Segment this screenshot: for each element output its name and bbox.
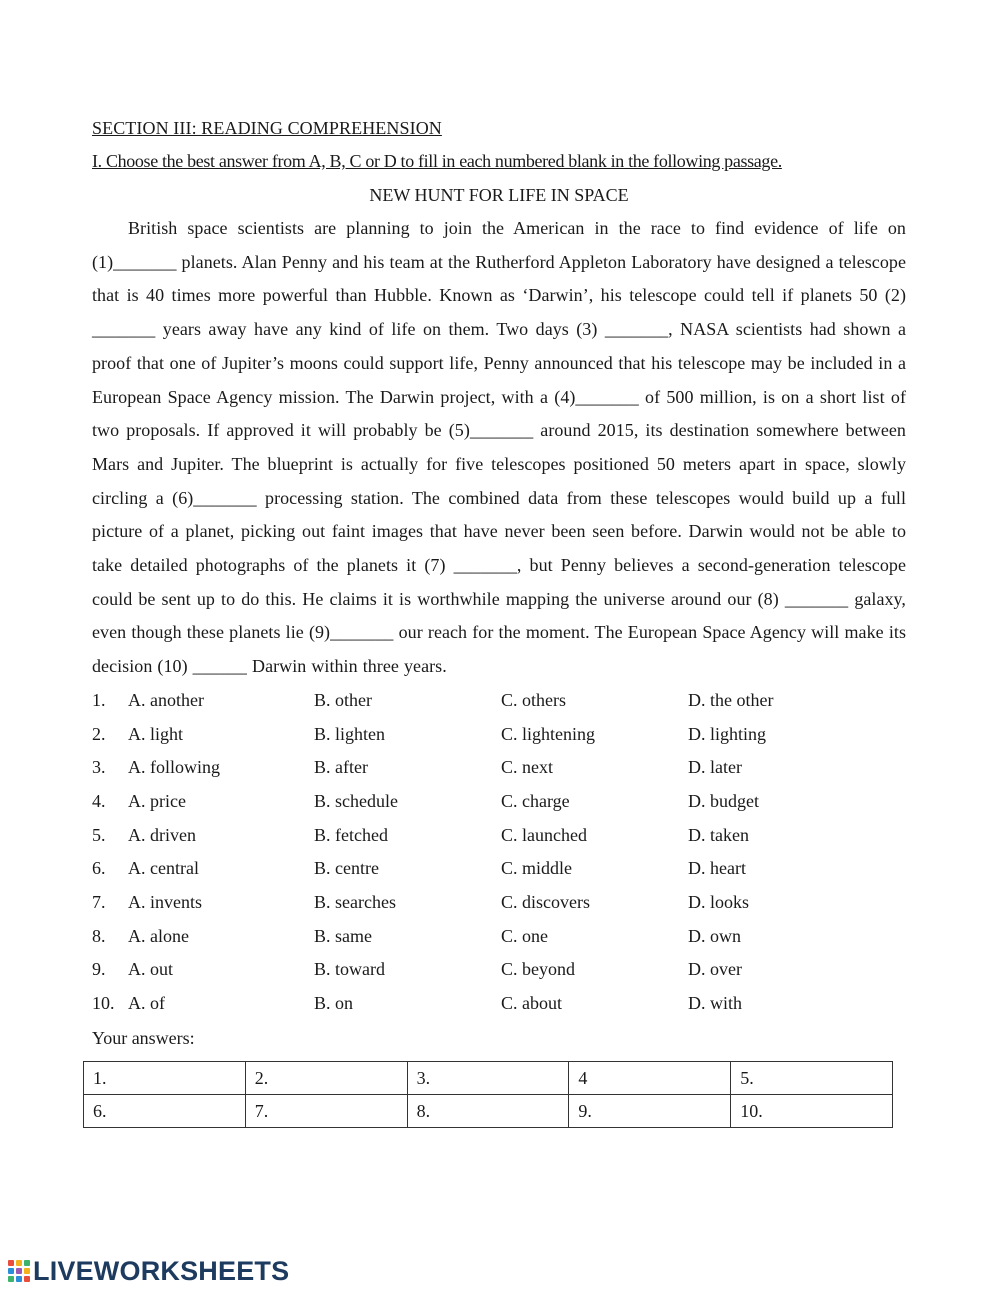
answer-cell[interactable]: 2. bbox=[245, 1062, 407, 1095]
option-a: A. following bbox=[128, 757, 220, 778]
section-title: SECTION III: READING COMPREHENSION bbox=[92, 118, 442, 138]
option-a: A. another bbox=[128, 689, 204, 710]
option-d: D. with bbox=[688, 993, 742, 1014]
logo-mark-icon bbox=[8, 1260, 30, 1282]
question-row bbox=[92, 852, 906, 886]
option-a: A. invents bbox=[128, 891, 202, 912]
question-number: 9. bbox=[92, 959, 106, 980]
question-row bbox=[92, 987, 906, 1021]
option-a: A. driven bbox=[128, 824, 196, 845]
question-options-list bbox=[92, 684, 906, 1021]
option-b: B. on bbox=[314, 993, 354, 1014]
question-row bbox=[92, 886, 906, 920]
answer-cell[interactable]: 9. bbox=[569, 1095, 731, 1128]
option-a: A. out bbox=[128, 959, 173, 980]
question-number: 10. bbox=[92, 993, 115, 1014]
answers-label: Your answers: bbox=[92, 1027, 195, 1048]
option-c: C. others bbox=[501, 689, 566, 710]
option-d: D. looks bbox=[688, 891, 750, 912]
option-c: C. next bbox=[501, 757, 553, 778]
question-number: 1. bbox=[92, 689, 106, 710]
question-row bbox=[92, 785, 906, 819]
option-c: C. about bbox=[501, 993, 562, 1014]
option-b: B. schedule bbox=[314, 790, 398, 811]
answer-table bbox=[83, 1061, 893, 1128]
option-b: B. lighten bbox=[314, 723, 385, 744]
option-c: C. charge bbox=[501, 790, 570, 811]
option-b: B. fetched bbox=[314, 824, 388, 845]
logo-text: LIVEWORKSHEETS bbox=[33, 1255, 290, 1286]
answer-cell[interactable]: 4 bbox=[569, 1062, 731, 1095]
question-number: 7. bbox=[92, 891, 106, 912]
option-a: A. alone bbox=[128, 925, 189, 946]
answer-cell[interactable]: 6. bbox=[84, 1095, 246, 1128]
option-b: B. other bbox=[314, 689, 372, 710]
option-b: B. same bbox=[314, 925, 372, 946]
option-d: D. the other bbox=[688, 689, 774, 710]
question-number: 8. bbox=[92, 925, 106, 946]
option-a: A. of bbox=[128, 993, 165, 1014]
option-b: B. after bbox=[314, 757, 368, 778]
option-b: B. toward bbox=[314, 959, 385, 980]
option-b: B. searches bbox=[314, 891, 396, 912]
question-row bbox=[92, 819, 906, 853]
option-d: D. own bbox=[688, 925, 741, 946]
question-number: 5. bbox=[92, 824, 106, 845]
answer-table-row bbox=[84, 1095, 893, 1128]
question-number: 6. bbox=[92, 858, 106, 879]
question-row bbox=[92, 920, 906, 954]
passage-title: NEW HUNT FOR LIFE IN SPACE bbox=[369, 185, 629, 205]
option-d: D. over bbox=[688, 959, 742, 980]
instruction-text: I. Choose the best answer from A, B, C or D to fill in each numbered blank in the following passage. bbox=[92, 151, 782, 171]
option-c: C. lightening bbox=[501, 723, 595, 744]
reading-passage: British space scientists are planning to join the American in the race to find evidence of life on (1)_______ planets. Alan Penny and his team at the Rutherford Appleton Laboratory have designed a telescope that is 40 times more powerful than Hubble. Known as ‘Darwin’, his telescope could tell if planets 50 (2) _______ years away have any kind of life on them. Two days (3) _______, NASA scientists had shown a proof that one of Jupiter’s moons could support life, Penny announced that his telescope may be included in a European Space Agency mission. The Darwin project, with a (4)_______ of 500 million, is on a short list of two proposals. If approved it will probably be (5)_______ around 2015, its destination somewhere between Mars and Jupiter. The blueprint is actually for five telescopes positioned 50 meters apart in space, slowly circling a (6)_______ processing station. The combined data from these telescopes would build up a full picture of a planet, picking out faint images that have never been seen before. Darwin would not be able to take detailed photographs of the planets it (7) _______, but Penny believes a second-generation telescope could be sent up to do this. He claims it is worthwhile mapping the universe around our (8) _______ galaxy, even though these planets lie (9)_______ our reach for the moment. The European Space Agency will make its decision (10) ______ Darwin within three years. bbox=[92, 218, 906, 677]
option-c: C. middle bbox=[501, 858, 572, 879]
question-number: 2. bbox=[92, 723, 106, 744]
option-a: A. central bbox=[128, 858, 199, 879]
option-a: A. price bbox=[128, 790, 186, 811]
option-b: B. centre bbox=[314, 858, 379, 879]
option-c: C. one bbox=[501, 925, 548, 946]
question-row bbox=[92, 953, 906, 987]
option-c: C. launched bbox=[501, 824, 587, 845]
answer-cell[interactable]: 7. bbox=[245, 1095, 407, 1128]
answer-cell[interactable]: 5. bbox=[731, 1062, 893, 1095]
option-d: D. heart bbox=[688, 858, 746, 879]
answer-cell[interactable]: 10. bbox=[731, 1095, 893, 1128]
option-d: D. budget bbox=[688, 790, 759, 811]
question-row bbox=[92, 751, 906, 785]
option-c: C. beyond bbox=[501, 959, 575, 980]
worksheet-page bbox=[92, 112, 906, 1055]
answer-cell[interactable]: 3. bbox=[407, 1062, 569, 1095]
option-d: D. later bbox=[688, 757, 742, 778]
answer-cell[interactable]: 8. bbox=[407, 1095, 569, 1128]
option-d: D. taken bbox=[688, 824, 749, 845]
option-a: A. light bbox=[128, 723, 184, 744]
option-c: C. discovers bbox=[501, 891, 590, 912]
answer-table-row bbox=[84, 1062, 893, 1095]
question-number: 4. bbox=[92, 790, 106, 811]
question-row bbox=[92, 718, 906, 752]
liveworksheets-logo[interactable] bbox=[8, 1256, 289, 1286]
answer-cell[interactable]: 1. bbox=[84, 1062, 246, 1095]
question-number: 3. bbox=[92, 757, 106, 778]
question-row bbox=[92, 684, 906, 718]
option-d: D. lighting bbox=[688, 723, 767, 744]
